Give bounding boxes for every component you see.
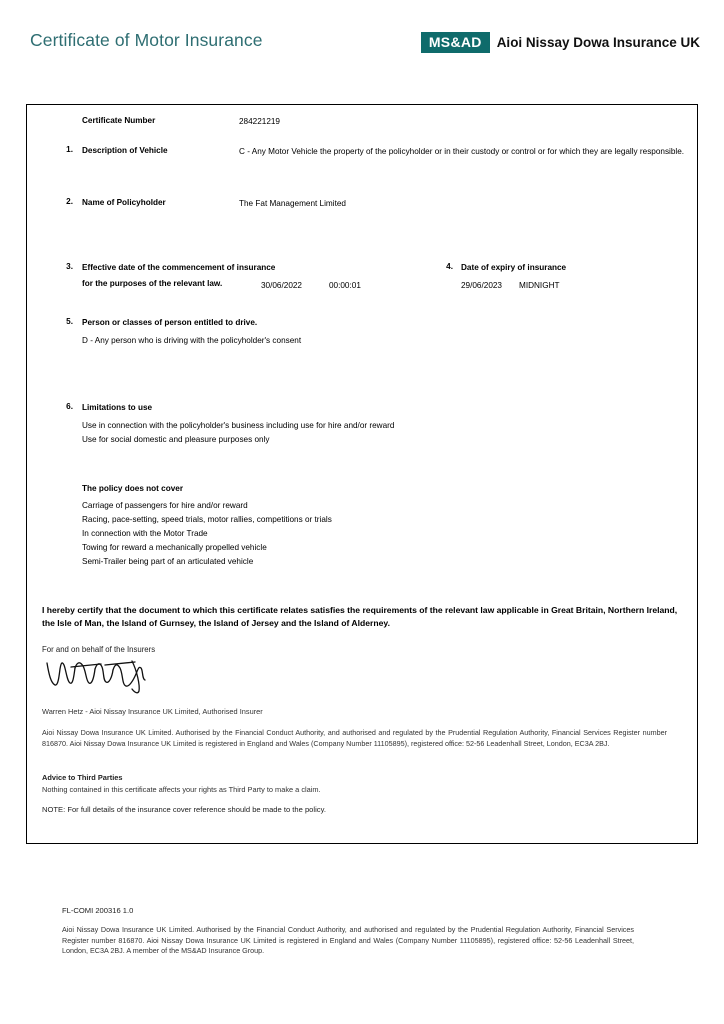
item-3-label-line1: Effective date of the commencement of insurance [82, 263, 276, 272]
brand-logo [421, 32, 700, 53]
certify-statement: I hereby certify that the document to which this certificate relates satisfies the requirements of the relevant law applicable in Great Britain, Northern Ireland, the Isle of Man, the Island of Gurnsey, the Island of Jersey and the Island of Alderney. [42, 605, 678, 628]
not-covered-label: The policy does not cover [82, 484, 184, 493]
signatory-name: Warren Hetz - Aioi Nissay Insurance UK Limited, Authorised Insurer [42, 707, 263, 716]
footer-code: FL-COMI 200316 1.0 [62, 906, 134, 915]
item-1-number: 1. [66, 145, 73, 154]
expiry-date-value: 29/06/2023 [461, 281, 502, 290]
not-covered-line-3: In connection with the Motor Trade [82, 529, 208, 538]
advice-text: Nothing contained in this certificate affects your rights as Third Party to make a claim. [42, 785, 321, 794]
certificate-number-value: 284221219 [239, 117, 280, 126]
expiry-time-value: MIDNIGHT [519, 281, 560, 290]
item-3-number: 3. [66, 262, 73, 271]
certificate-number-label: Certificate Number [82, 116, 156, 125]
note-text: NOTE: For full details of the insurance cover reference should be made to the policy. [42, 805, 326, 814]
item-5-value: D - Any person who is driving with the policyholder's consent [82, 336, 302, 345]
item-6-number: 6. [66, 402, 73, 411]
not-covered-line-1: Carriage of passengers for hire and/or reward [82, 501, 248, 510]
brand-name: Aioi Nissay Dowa Insurance UK [496, 35, 700, 50]
page-title: Certificate of Motor Insurance [30, 30, 263, 50]
item-6-label: Limitations to use [82, 403, 153, 412]
signature-image [43, 655, 163, 695]
effective-time-value: 00:00:01 [329, 281, 361, 290]
for-and-on-behalf-label: For and on behalf of the Insurers [42, 645, 156, 654]
not-covered-line-4: Towing for reward a mechanically propelled vehicle [82, 543, 267, 552]
item-1-label: Description of Vehicle [82, 146, 168, 155]
item-3-label-line2: for the purposes of the relevant law. [82, 279, 223, 288]
item-5-label: Person or classes of person entitled to drive. [82, 318, 258, 327]
item-2-label: Name of Policyholder [82, 198, 166, 207]
certificate-body [26, 104, 698, 844]
item-1-value: C - Any Motor Vehicle the property of the policyholder or in their custody or control or for which they are legally responsible. [239, 147, 685, 156]
page-header [30, 30, 700, 70]
effective-date-value: 30/06/2022 [261, 281, 302, 290]
item-5-number: 5. [66, 317, 73, 326]
not-covered-line-5: Semi-Trailer being part of an articulated vehicle [82, 557, 254, 566]
limitation-line-1: Use in connection with the policyholder's business including use for hire and/or reward [82, 421, 395, 430]
limitation-line-2: Use for social domestic and pleasure purposes only [82, 435, 270, 444]
brand-mark: MS&AD [421, 32, 490, 53]
not-covered-line-2: Racing, pace-setting, speed trials, motor rallies, competitions or trials [82, 515, 332, 524]
item-4-label: Date of expiry of insurance [461, 263, 567, 272]
footer-legal-text: Aioi Nissay Dowa Insurance UK Limited. Authorised by the Financial Conduct Authority, and authorised and regulated by the Prudential Regulation Authority, Financial Services Register number 816870. Aioi Nissay Dowa Insurance UK Limited is registered in England and Wales (Company Number 11105895), registered office: 52-56 Leadenhall Street, London, EC3A 2BJ. A member of the MS&AD Insurance Group. [62, 925, 634, 955]
advice-title: Advice to Third Parties [42, 773, 123, 782]
item-2-number: 2. [66, 197, 73, 206]
item-2-value: The Fat Management Limited [239, 199, 346, 208]
insurer-legal-text: Aioi Nissay Dowa Insurance UK Limited. Authorised by the Financial Conduct Authority, and authorised and regulated by the Prudential Regulation Authority, Financial Services Register number 816870. Aioi Nissay Dowa Insurance UK Limited is registered in England and Wales (Company Number 11105895), registered office: 52-56 Leadenhall Street, London, EC3A 2BJ. [42, 728, 667, 748]
item-4-number: 4. [446, 262, 453, 271]
